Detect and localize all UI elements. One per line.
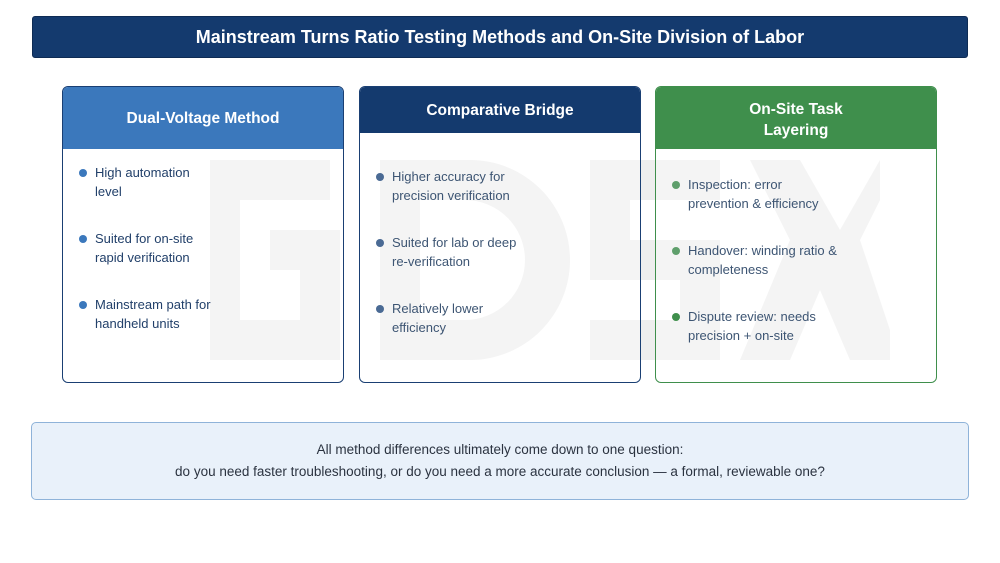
page-title: Mainstream Turns Ratio Testing Methods and On-Site Division of Labor <box>32 16 968 58</box>
bullet-dot-icon <box>376 173 384 181</box>
list-item-text: Suited for on-site rapid verification <box>95 231 194 265</box>
card-item-list <box>63 149 343 333</box>
bullet-dot-icon <box>672 247 680 255</box>
list-item <box>79 295 333 333</box>
bullet-dot-icon <box>79 169 87 177</box>
list-item <box>79 163 333 201</box>
card-dual-voltage-method <box>62 86 344 383</box>
card-header: Dual-Voltage Method <box>63 87 343 149</box>
bullet-dot-icon <box>376 305 384 313</box>
card-header <box>656 87 936 149</box>
list-item <box>376 167 630 205</box>
bullet-dot-icon <box>376 239 384 247</box>
list-item-text: Suited for lab or deep re-verification <box>392 235 517 269</box>
list-item-text: Handover: winding ratio & completeness <box>688 243 837 277</box>
list-item <box>672 241 926 279</box>
card-comparative-bridge <box>359 86 641 383</box>
card-item-list <box>360 133 640 337</box>
bullet-dot-icon <box>79 301 87 309</box>
card-header-text: On-Site Task Layering <box>749 101 843 139</box>
bullet-dot-icon <box>672 181 680 189</box>
list-item <box>79 229 333 267</box>
list-item-text: Dispute review: needs precision + on-site <box>688 309 816 343</box>
conclusion-line-2: do you need faster troubleshooting, or do you need a more accurate conclusion — a formal, reviewable one? <box>175 464 825 479</box>
list-item-text: Mainstream path for handheld units <box>95 297 211 331</box>
card-on-site-task-layering <box>655 86 937 383</box>
list-item-text: Higher accuracy for precision verification <box>392 169 510 203</box>
list-item-text: Relatively lower efficiency <box>392 301 484 335</box>
bullet-dot-icon <box>672 313 680 321</box>
list-item <box>376 299 630 337</box>
list-item <box>672 175 926 213</box>
card-item-list <box>656 149 936 345</box>
conclusion-box <box>31 422 969 500</box>
bullet-dot-icon <box>79 235 87 243</box>
conclusion-line-1: All method differences ultimately come down to one question: <box>316 442 684 457</box>
card-header: Comparative Bridge <box>360 87 640 133</box>
list-item-text: Inspection: error prevention & efficiency <box>688 177 819 211</box>
list-item-text: High automation level <box>95 165 190 199</box>
list-item <box>376 233 630 271</box>
list-item <box>672 307 926 345</box>
